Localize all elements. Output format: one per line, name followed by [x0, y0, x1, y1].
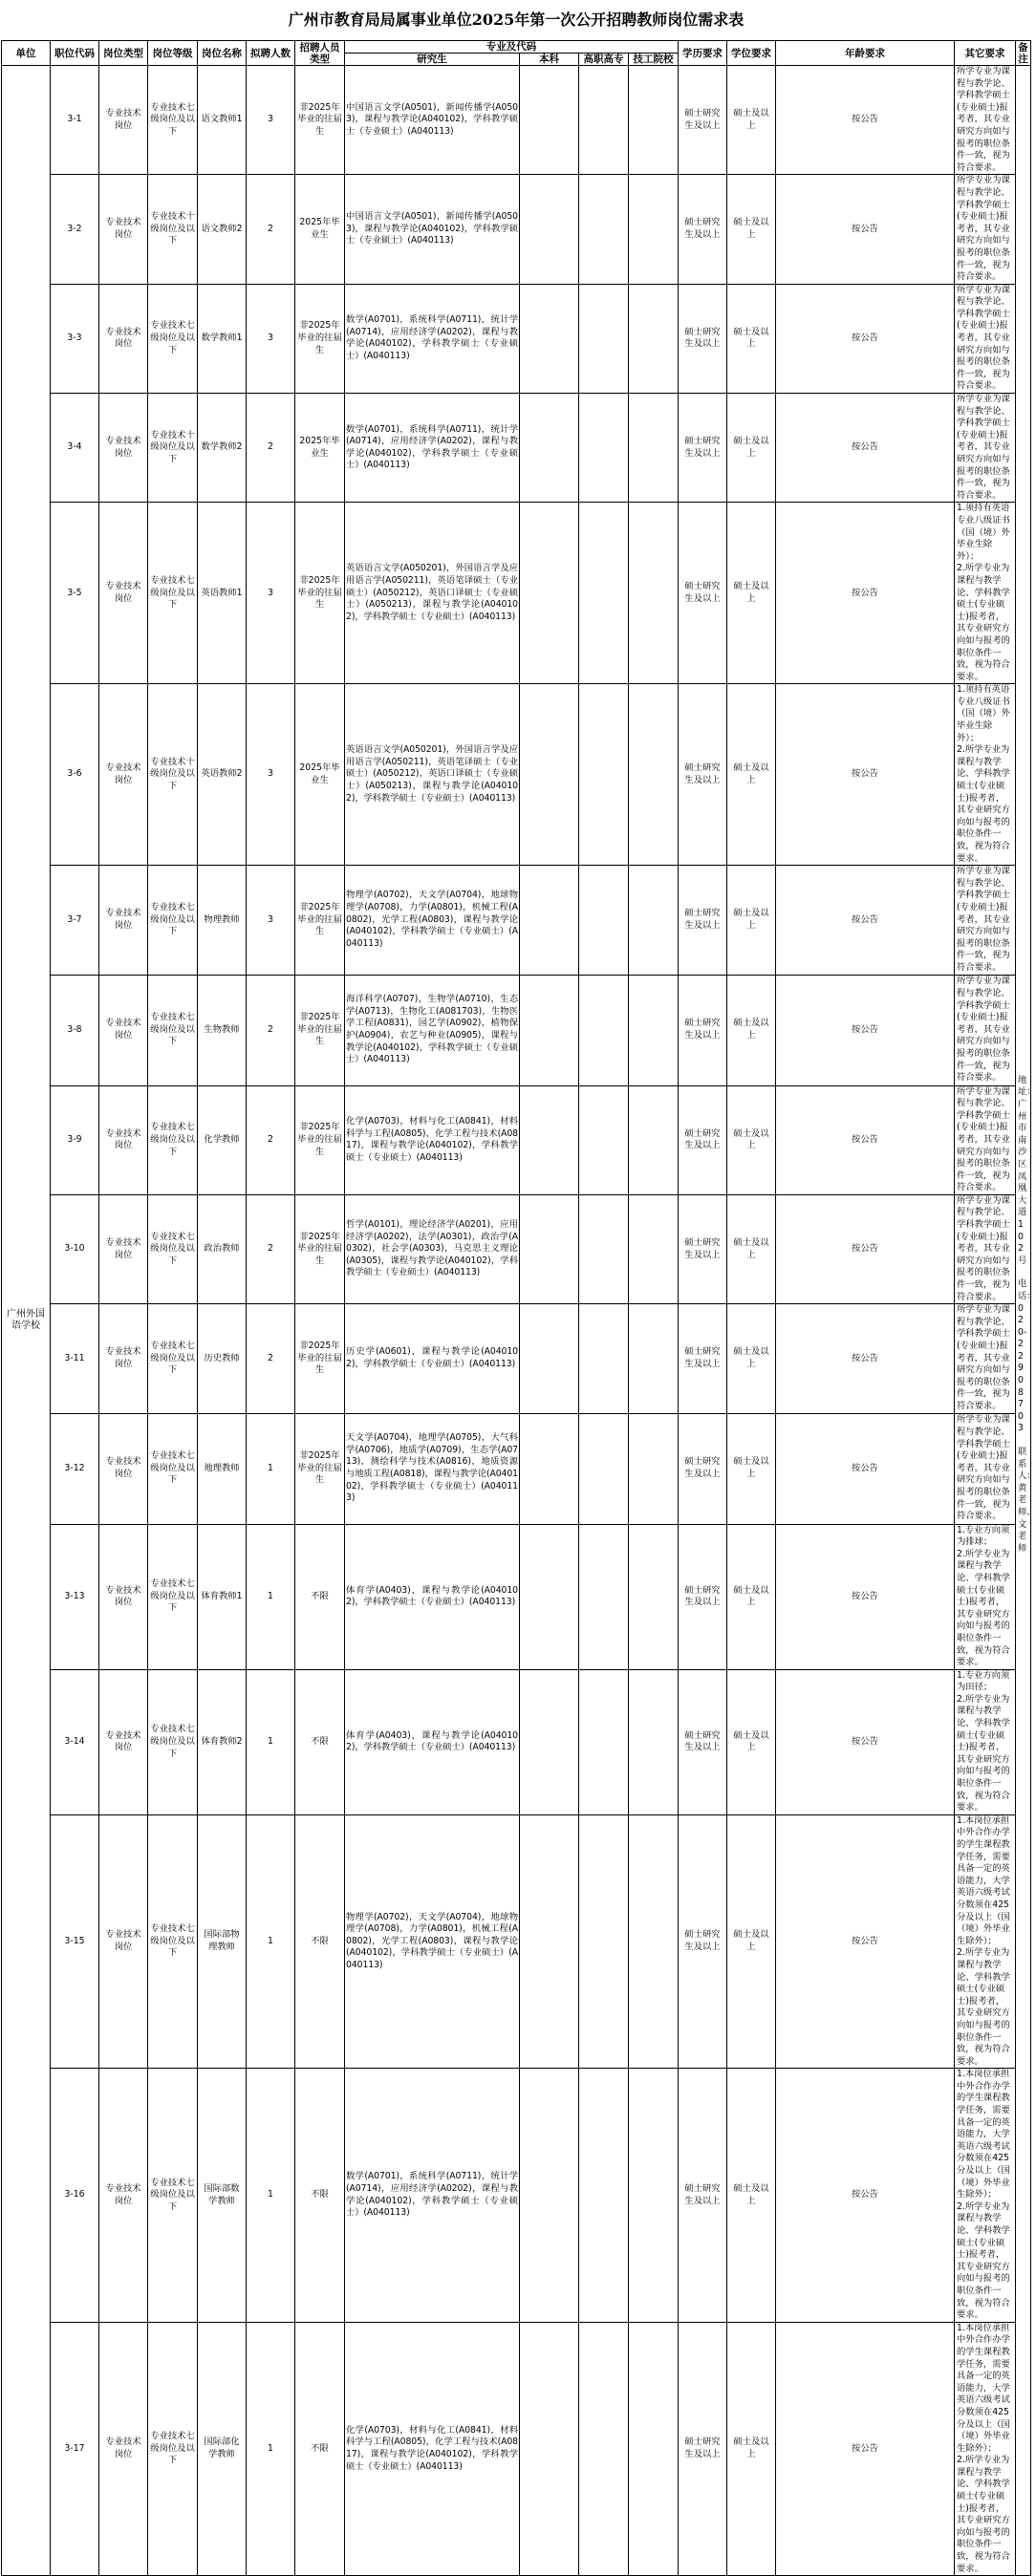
bachelor-majors [520, 1524, 579, 1669]
degree-requirement: 硕士及以上 [727, 394, 776, 503]
table-row [2, 1194, 1031, 1303]
other-requirements: 所学专业为课程与教学论、学科教学硕士(专业硕士)报考者，其专业研究方向如与报考的职位条件一致，视为符合要求。 [955, 1304, 1016, 1413]
job-code: 3-15 [51, 1814, 99, 2068]
graduate-majors: 体育学(A0403)，课程与教学论(A040102)，学科教学硕士（专业硕士）(A040113) [345, 1669, 520, 1814]
graduate-majors: 英语语言文学(A050201)，外国语言学及应用语言学(A050211)，英语笔译硕士（专业硕士）(A050212)，英语口译硕士（专业硕士）(A050213)，课程与教学论(A040102)，学科教学硕士（专业硕士）(A040113) [345, 684, 520, 866]
degree-requirement: 硕士及以上 [727, 684, 776, 866]
job-type: 专业技术岗位 [99, 394, 148, 503]
hire-count: 3 [247, 284, 295, 393]
age-requirement: 按公告 [776, 1669, 955, 1814]
job-type: 专业技术岗位 [99, 2069, 148, 2322]
education-requirement: 硕士研究生及以上 [679, 1524, 727, 1669]
vocational-majors [579, 66, 629, 175]
graduate-majors: 化学(A0703)，材料与化工(A0841)，材料科学与工程(A0805)，化学工程与技术(A0817)，课程与教学论(A040102)，学科教学硕士（专业硕士）(A040113) [345, 2322, 520, 2575]
technical-majors [629, 284, 679, 393]
job-name: 化学教师 [198, 1085, 247, 1194]
hire-count: 1 [247, 1413, 295, 1524]
table-row [2, 684, 1031, 866]
technical-majors [629, 1413, 679, 1524]
table-row [2, 975, 1031, 1085]
education-requirement: 硕士研究生及以上 [679, 66, 727, 175]
job-name: 英语教师1 [198, 503, 247, 684]
header-level: 岗位等级 [148, 41, 198, 66]
job-type: 专业技术岗位 [99, 1814, 148, 2068]
graduate-majors: 数学(A0701)，系统科学(A0711)，统计学(A0714)，应用经济学(A0202)，课程与教学论(A040102)，学科教学硕士（专业硕士）(A040113) [345, 284, 520, 393]
recruit-type: 非2025年毕业的往届生 [295, 975, 345, 1085]
education-requirement: 硕士研究生及以上 [679, 284, 727, 393]
job-name: 国际部数学教师 [198, 2069, 247, 2322]
vocational-majors [579, 394, 629, 503]
job-code: 3-5 [51, 503, 99, 684]
education-requirement: 硕士研究生及以上 [679, 1194, 727, 1303]
job-level: 专业技术十级岗位及以下 [148, 394, 198, 503]
graduate-majors: 数学(A0701)，系统科学(A0711)，统计学(A0714)，应用经济学(A0202)，课程与教学论(A040102)，学科教学硕士（专业硕士）(A040113) [345, 394, 520, 503]
job-type: 专业技术岗位 [99, 1194, 148, 1303]
header-technical: 技工院校 [629, 54, 679, 66]
job-type: 专业技术岗位 [99, 2322, 148, 2575]
job-name: 数学教师2 [198, 394, 247, 503]
vocational-majors [579, 1814, 629, 2068]
technical-majors [629, 1304, 679, 1413]
recruit-type: 非2025年毕业的往届生 [295, 284, 345, 393]
technical-majors [629, 394, 679, 503]
job-name: 物理教师 [198, 866, 247, 975]
graduate-majors: 物理学(A0702)，天文学(A0704)，地球物理学(A0708)，力学(A0801)，机械工程(A0802)，光学工程(A0803)，课程与教学论(A040102)，学科教学硕士（专业硕士）(A040113) [345, 866, 520, 975]
header-count: 拟聘人数 [247, 41, 295, 66]
graduate-majors: 中国语言文学(A0501)，新闻传播学(A0503)，课程与教学论(A040102)，学科教学硕士（专业硕士）(A040113) [345, 66, 520, 175]
technical-majors [629, 866, 679, 975]
job-level: 专业技术七级岗位及以下 [148, 1304, 198, 1413]
technical-majors [629, 1814, 679, 2068]
degree-requirement: 硕士及以上 [727, 1194, 776, 1303]
other-requirements: 所学专业为课程与教学论、学科教学硕士(专业硕士)报考者，其专业研究方向如与报考的职位条件一致，视为符合要求。 [955, 284, 1016, 393]
bachelor-majors [520, 1413, 579, 1524]
vocational-majors [579, 1304, 629, 1413]
graduate-majors: 天文学(A0704)，地理学(A0705)，大气科学(A0706)，地质学(A0709)，生态学(A0713)，测绘科学与技术(A0816)，地质资源与地质工程(A0818)，课程与教学论(A040102)，学科教学硕士（专业硕士）(A040113) [345, 1413, 520, 1524]
recruit-type: 不限 [295, 2069, 345, 2322]
age-requirement: 按公告 [776, 975, 955, 1085]
technical-majors [629, 1669, 679, 1814]
table-row [2, 1814, 1031, 2068]
table-row [2, 1669, 1031, 1814]
job-type: 专业技术岗位 [99, 1304, 148, 1413]
job-type: 专业技术岗位 [99, 1085, 148, 1194]
table-row [2, 66, 1031, 175]
job-code: 3-2 [51, 175, 99, 284]
hire-count: 1 [247, 2322, 295, 2575]
other-requirements: 1.专业方向须为田径； 2.所学专业为课程与教学论、学科教学硕士(专业硕士)报考者，其专业研究方向如与报考的职位条件一致，视为符合要求。 [955, 1669, 1016, 1814]
table-row [2, 2069, 1031, 2322]
table-row [2, 2322, 1031, 2575]
age-requirement: 按公告 [776, 66, 955, 175]
technical-majors [629, 66, 679, 175]
vocational-majors [579, 1413, 629, 1524]
header-type: 岗位类型 [99, 41, 148, 66]
degree-requirement: 硕士及以上 [727, 1304, 776, 1413]
job-level: 专业技术七级岗位及以下 [148, 1194, 198, 1303]
graduate-majors: 历史学(A0601)，课程与教学论(A040102)，学科教学硕士（专业硕士）(A040113) [345, 1304, 520, 1413]
hire-count: 1 [247, 1814, 295, 2068]
job-level: 专业技术七级岗位及以下 [148, 1524, 198, 1669]
header-degree: 学位要求 [727, 41, 776, 66]
bachelor-majors [520, 66, 579, 175]
hire-count: 2 [247, 394, 295, 503]
age-requirement: 按公告 [776, 2322, 955, 2575]
degree-requirement: 硕士及以上 [727, 66, 776, 175]
age-requirement: 按公告 [776, 1413, 955, 1524]
job-name: 国际部化学教师 [198, 2322, 247, 2575]
bachelor-majors [520, 684, 579, 866]
other-requirements: 1.须持有英语专业八级证书（国（境）外毕业生除外）； 2.所学专业为课程与教学论、学科教学硕士(专业硕士)报考者，其专业研究方向如与报考的职位条件一致，视为符合要求。 [955, 684, 1016, 866]
education-requirement: 硕士研究生及以上 [679, 503, 727, 684]
recruit-type: 非2025年毕业的往届生 [295, 503, 345, 684]
table-row [2, 503, 1031, 684]
education-requirement: 硕士研究生及以上 [679, 1413, 727, 1524]
job-code: 3-1 [51, 66, 99, 175]
technical-majors [629, 1524, 679, 1669]
job-code: 3-13 [51, 1524, 99, 1669]
job-name: 国际部物理教师 [198, 1814, 247, 2068]
degree-requirement: 硕士及以上 [727, 503, 776, 684]
degree-requirement: 硕士及以上 [727, 866, 776, 975]
graduate-majors: 哲学(A0101)，理论经济学(A0201)，应用经济学(A0202)，法学(A0301)，政治学(A0302)，社会学(A0303)，马克思主义理论(A0305)，课程与教学论(A040102)，学科教学硕士（专业硕士）(A040113) [345, 1194, 520, 1303]
recruit-type: 不限 [295, 1814, 345, 2068]
job-level: 专业技术七级岗位及以下 [148, 66, 198, 175]
technical-majors [629, 1085, 679, 1194]
bachelor-majors [520, 284, 579, 393]
job-code: 3-7 [51, 866, 99, 975]
job-code: 3-17 [51, 2322, 99, 2575]
table-row [2, 1413, 1031, 1524]
degree-requirement: 硕士及以上 [727, 1085, 776, 1194]
education-requirement: 硕士研究生及以上 [679, 684, 727, 866]
remark-address: 地址：广州市南沙区凤凰大道102号 [1018, 1074, 1036, 1266]
education-requirement: 硕士研究生及以上 [679, 1085, 727, 1194]
age-requirement: 按公告 [776, 866, 955, 975]
bachelor-majors [520, 503, 579, 684]
bachelor-majors [520, 394, 579, 503]
table-row [2, 1524, 1031, 1669]
hire-count: 3 [247, 866, 295, 975]
header-other: 其它要求 [955, 41, 1016, 66]
job-type: 专业技术岗位 [99, 1413, 148, 1524]
job-name: 地理教师 [198, 1413, 247, 1524]
header-unit: 单位 [2, 41, 51, 66]
job-level: 专业技术七级岗位及以下 [148, 1085, 198, 1194]
other-requirements: 所学专业为课程与教学论、学科教学硕士(专业硕士)报考者，其专业研究方向如与报考的职位条件一致，视为符合要求。 [955, 866, 1016, 975]
vocational-majors [579, 866, 629, 975]
vocational-majors [579, 1524, 629, 1669]
hire-count: 3 [247, 66, 295, 175]
job-level: 专业技术七级岗位及以下 [148, 1669, 198, 1814]
technical-majors [629, 975, 679, 1085]
job-name: 政治教师 [198, 1194, 247, 1303]
other-requirements: 所学专业为课程与教学论、学科教学硕士(专业硕士)报考者，其专业研究方向如与报考的职位条件一致，视为符合要求。 [955, 1194, 1016, 1303]
vocational-majors [579, 2069, 629, 2322]
hire-count: 2 [247, 975, 295, 1085]
job-code: 3-8 [51, 975, 99, 1085]
degree-requirement: 硕士及以上 [727, 1413, 776, 1524]
graduate-majors: 中国语言文学(A0501)，新闻传播学(A0503)，课程与教学论(A040102)，学科教学硕士（专业硕士）(A040113) [345, 175, 520, 284]
recruit-type: 非2025年毕业的往届生 [295, 1304, 345, 1413]
degree-requirement: 硕士及以上 [727, 284, 776, 393]
job-type: 专业技术岗位 [99, 284, 148, 393]
job-type: 专业技术岗位 [99, 66, 148, 175]
technical-majors [629, 2322, 679, 2575]
bachelor-majors [520, 1814, 579, 2068]
hire-count: 1 [247, 2069, 295, 2322]
job-name: 语文教师2 [198, 175, 247, 284]
hire-count: 3 [247, 503, 295, 684]
header-major: 专业及代码 [345, 41, 679, 54]
bachelor-majors [520, 866, 579, 975]
age-requirement: 按公告 [776, 1814, 955, 2068]
other-requirements: 所学专业为课程与教学论、学科教学硕士(专业硕士)报考者，其专业研究方向如与报考的职位条件一致，视为符合要求。 [955, 394, 1016, 503]
recruit-type: 不限 [295, 1524, 345, 1669]
job-level: 专业技术七级岗位及以下 [148, 2069, 198, 2322]
header-bachelor: 本科 [520, 54, 579, 66]
hire-count: 2 [247, 1194, 295, 1303]
age-requirement: 按公告 [776, 284, 955, 393]
job-level: 专业技术七级岗位及以下 [148, 1814, 198, 2068]
technical-majors [629, 2069, 679, 2322]
job-level: 专业技术七级岗位及以下 [148, 866, 198, 975]
remark-cell [1016, 66, 1036, 2576]
job-name: 生物教师 [198, 975, 247, 1085]
hire-count: 1 [247, 1669, 295, 1814]
hire-count: 1 [247, 1524, 295, 1669]
graduate-majors: 英语语言文学(A050201)，外国语言学及应用语言学(A050211)，英语笔译硕士（专业硕士）(A050212)，英语口译硕士（专业硕士）(A050213)，课程与教学论(A040102)，学科教学硕士（专业硕士）(A040113) [345, 503, 520, 684]
other-requirements: 1.专业方向须为排球； 2.所学专业为课程与教学论、学科教学硕士(专业硕士)报考者，其专业研究方向如与报考的职位条件一致，视为符合要求。 [955, 1524, 1016, 1669]
job-code: 3-14 [51, 1669, 99, 1814]
job-name: 数学教师1 [198, 284, 247, 393]
age-requirement: 按公告 [776, 503, 955, 684]
recruit-type: 非2025年毕业的往届生 [295, 1085, 345, 1194]
other-requirements: 所学专业为课程与教学论、学科教学硕士(专业硕士)报考者，其专业研究方向如与报考的职位条件一致，视为符合要求。 [955, 1085, 1016, 1194]
education-requirement: 硕士研究生及以上 [679, 175, 727, 284]
job-type: 专业技术岗位 [99, 1669, 148, 1814]
age-requirement: 按公告 [776, 394, 955, 503]
degree-requirement: 硕士及以上 [727, 1814, 776, 2068]
table-row [2, 1085, 1031, 1194]
education-requirement: 硕士研究生及以上 [679, 866, 727, 975]
degree-requirement: 硕士及以上 [727, 2322, 776, 2575]
degree-requirement: 硕士及以上 [727, 975, 776, 1085]
other-requirements: 1.本岗位承担中外合作办学的学生课程教学任务，需要具备一定的英语能力，大学英语六级考试分数须在425分及以上（国（境）外毕业生除外）； 2.所学专业为课程与教学论、学科教学硕士(专业硕士)报考者，其专业研究方向如与报考的职位条件一致，视为符合要求。 [955, 1814, 1016, 2068]
other-requirements: 1.本岗位承担中外合作办学的学生课程教学任务，需要具备一定的英语能力，大学英语六级考试分数须在425分及以上（国（境）外毕业生除外）； 2.所学专业为课程与教学论、学科教学硕士(专业硕士)报考者，其专业研究方向如与报考的职位条件一致，视为符合要求。 [955, 2322, 1016, 2575]
education-requirement: 硕士研究生及以上 [679, 2069, 727, 2322]
recruit-type: 不限 [295, 1669, 345, 1814]
vocational-majors [579, 284, 629, 393]
age-requirement: 按公告 [776, 1304, 955, 1413]
job-code: 3-12 [51, 1413, 99, 1524]
graduate-majors: 体育学(A0403)，课程与教学论(A040102)，学科教学硕士（专业硕士）(A040113) [345, 1524, 520, 1669]
job-type: 专业技术岗位 [99, 975, 148, 1085]
header-recruit-type: 招聘人员类型 [295, 41, 345, 66]
degree-requirement: 硕士及以上 [727, 1669, 776, 1814]
header-remark: 备注 [1016, 41, 1031, 66]
age-requirement: 按公告 [776, 1085, 955, 1194]
bachelor-majors [520, 175, 579, 284]
age-requirement: 按公告 [776, 175, 955, 284]
job-code: 3-16 [51, 2069, 99, 2322]
education-requirement: 硕士研究生及以上 [679, 2322, 727, 2575]
table-row [2, 284, 1031, 393]
remark-phone: 电话：020-22908703 [1018, 1278, 1036, 1434]
header-graduate: 研究生 [345, 54, 520, 66]
recruit-type: 非2025年毕业的往届生 [295, 1194, 345, 1303]
education-requirement: 硕士研究生及以上 [679, 1304, 727, 1413]
job-requirements-table [1, 40, 1036, 2576]
bachelor-majors [520, 2069, 579, 2322]
vocational-majors [579, 175, 629, 284]
recruit-type: 2025年毕业生 [295, 394, 345, 503]
degree-requirement: 硕士及以上 [727, 175, 776, 284]
job-name: 历史教师 [198, 1304, 247, 1413]
job-level: 专业技术十级岗位及以下 [148, 684, 198, 866]
other-requirements: 1.须持有英语专业八级证书（国（境）外毕业生除外）； 2.所学专业为课程与教学论、学科教学硕士(专业硕士)报考者，其专业研究方向如与报考的职位条件一致，视为符合要求。 [955, 503, 1016, 684]
vocational-majors [579, 1194, 629, 1303]
job-name: 体育教师1 [198, 1524, 247, 1669]
header-age: 年龄要求 [776, 41, 955, 66]
job-code: 3-3 [51, 284, 99, 393]
other-requirements: 所学专业为课程与教学论、学科教学硕士(专业硕士)报考者，其专业研究方向如与报考的职位条件一致，视为符合要求。 [955, 66, 1016, 175]
technical-majors [629, 503, 679, 684]
technical-majors [629, 684, 679, 866]
job-name: 体育教师2 [198, 1669, 247, 1814]
job-level: 专业技术七级岗位及以下 [148, 284, 198, 393]
table-row [2, 394, 1031, 503]
hire-count: 2 [247, 1085, 295, 1194]
table-row [2, 866, 1031, 975]
vocational-majors [579, 2322, 629, 2575]
graduate-majors: 海洋科学(A0707)，生物学(A0710)，生态学(A0713)，生物化工(A081703)，生物医学工程(A0831)，园艺学(A0902)，植物保护(A0904)，农艺与种业(A0905)，课程与教学论(A040102)，学科教学硕士（专业硕士）(A040113) [345, 975, 520, 1085]
age-requirement: 按公告 [776, 1194, 955, 1303]
job-type: 专业技术岗位 [99, 866, 148, 975]
education-requirement: 硕士研究生及以上 [679, 975, 727, 1085]
bachelor-majors [520, 1194, 579, 1303]
job-code: 3-4 [51, 394, 99, 503]
vocational-majors [579, 1669, 629, 1814]
degree-requirement: 硕士及以上 [727, 2069, 776, 2322]
recruit-type: 2025年毕业生 [295, 175, 345, 284]
degree-requirement: 硕士及以上 [727, 1524, 776, 1669]
job-level: 专业技术七级岗位及以下 [148, 1413, 198, 1524]
other-requirements: 所学专业为课程与教学论、学科教学硕士(专业硕士)报考者，其专业研究方向如与报考的职位条件一致，视为符合要求。 [955, 1413, 1016, 1524]
age-requirement: 按公告 [776, 684, 955, 866]
page-title: 广州市教育局局属事业单位2025年第一次公开招聘教师岗位需求表 [288, 11, 745, 29]
graduate-majors: 化学(A0703)，材料与化工(A0841)，材料科学与工程(A0805)，化学工程与技术(A0817)，课程与教学论(A040102)，学科教学硕士（专业硕士）(A040113) [345, 1085, 520, 1194]
remark-contact: 联系人：黄老师、文老师 [1018, 1447, 1036, 1554]
job-type: 专业技术岗位 [99, 684, 148, 866]
job-level: 专业技术七级岗位及以下 [148, 503, 198, 684]
job-level: 专业技术十级岗位及以下 [148, 175, 198, 284]
technical-majors [629, 175, 679, 284]
bachelor-majors [520, 2322, 579, 2575]
technical-majors [629, 1194, 679, 1303]
header-name: 岗位名称 [198, 41, 247, 66]
job-code: 3-6 [51, 684, 99, 866]
other-requirements: 1.本岗位承担中外合作办学的学生课程教学任务，需要具备一定的英语能力，大学英语六级考试分数须在425分及以上（国（境）外毕业生除外）； 2.所学专业为课程与教学论、学科教学硕士(专业硕士)报考者，其专业研究方向如与报考的职位条件一致，视为符合要求。 [955, 2069, 1016, 2322]
job-level: 专业技术七级岗位及以下 [148, 2322, 198, 2575]
age-requirement: 按公告 [776, 2069, 955, 2322]
recruit-type: 非2025年毕业的往届生 [295, 1413, 345, 1524]
table-row [2, 1304, 1031, 1413]
job-type: 专业技术岗位 [99, 1524, 148, 1669]
recruit-type: 不限 [295, 2322, 345, 2575]
bachelor-majors [520, 1304, 579, 1413]
graduate-majors: 数学(A0701)，系统科学(A0711)，统计学(A0714)，应用经济学(A0202)，课程与教学论(A040102)，学科教学硕士（专业硕士）(A040113) [345, 2069, 520, 2322]
other-requirements: 所学专业为课程与教学论、学科教学硕士(专业硕士)报考者，其专业研究方向如与报考的职位条件一致，视为符合要求。 [955, 975, 1016, 1085]
bachelor-majors [520, 1085, 579, 1194]
hire-count: 2 [247, 1304, 295, 1413]
table-row [2, 175, 1031, 284]
job-name: 语文教师1 [198, 66, 247, 175]
job-level: 专业技术七级岗位及以下 [148, 975, 198, 1085]
job-type: 专业技术岗位 [99, 175, 148, 284]
vocational-majors [579, 684, 629, 866]
education-requirement: 硕士研究生及以上 [679, 394, 727, 503]
job-type: 专业技术岗位 [99, 503, 148, 684]
education-requirement: 硕士研究生及以上 [679, 1669, 727, 1814]
job-code: 3-11 [51, 1304, 99, 1413]
job-code: 3-10 [51, 1194, 99, 1303]
header-vocational: 高职高专 [579, 54, 629, 66]
vocational-majors [579, 503, 629, 684]
recruit-type: 非2025年毕业的往届生 [295, 866, 345, 975]
unit-name: 广州外国语学校 [2, 66, 51, 2576]
vocational-majors [579, 975, 629, 1085]
job-name: 英语教师2 [198, 684, 247, 866]
hire-count: 2 [247, 175, 295, 284]
recruit-type: 2025年毕业生 [295, 684, 345, 866]
education-requirement: 硕士研究生及以上 [679, 1814, 727, 2068]
hire-count: 3 [247, 684, 295, 866]
graduate-majors: 物理学(A0702)，天文学(A0704)，地球物理学(A0708)，力学(A0801)，机械工程(A0802)，光学工程(A0803)，课程与教学论(A040102)，学科教学硕士（专业硕士）(A040113) [345, 1814, 520, 2068]
age-requirement: 按公告 [776, 1524, 955, 1669]
bachelor-majors [520, 1669, 579, 1814]
recruit-type: 非2025年毕业的往届生 [295, 66, 345, 175]
job-code: 3-9 [51, 1085, 99, 1194]
header-code: 职位代码 [51, 41, 99, 66]
other-requirements: 所学专业为课程与教学论、学科教学硕士(专业硕士)报考者，其专业研究方向如与报考的职位条件一致，视为符合要求。 [955, 175, 1016, 284]
bachelor-majors [520, 975, 579, 1085]
vocational-majors [579, 1085, 629, 1194]
header-education: 学历要求 [679, 41, 727, 66]
